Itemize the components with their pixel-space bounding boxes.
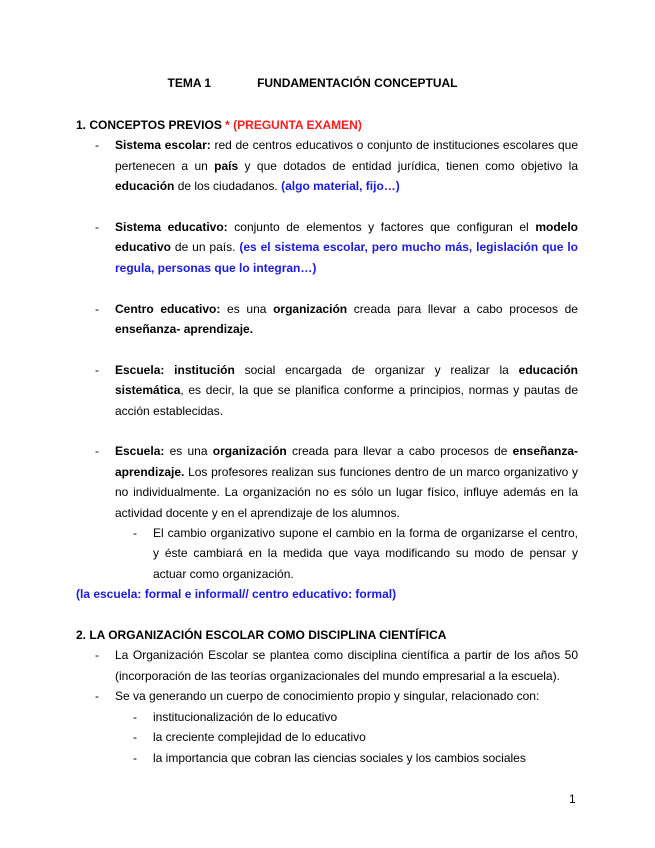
dash-bullet: - <box>95 301 99 316</box>
dash-bullet: - <box>95 220 99 235</box>
bullet-item <box>76 645 578 686</box>
bold-term: Centro educativo: <box>115 301 221 316</box>
body-text: de un país. <box>171 240 240 255</box>
bold-term: Escuela: <box>115 444 165 459</box>
concept-item <box>76 217 578 278</box>
bullet-text: Se va generando un cuerpo de conocimiento propio y singular, relacionado con: <box>115 689 540 704</box>
body-text: es una <box>220 301 274 316</box>
body-text: red de centros educativos o conjunto de instituciones escolares que pertenecen a un <box>115 138 579 173</box>
bold-term: educación sistemática <box>115 362 579 398</box>
body-text: creada para llevar a cabo procesos de <box>286 444 513 459</box>
dash-bullet: - <box>95 444 99 459</box>
bold-term: modelo educativo <box>115 220 578 255</box>
bullet-text: La Organización Escolar se plantea como disciplina científica a partir de los años 50 (incorporación de las teorías organizacionales del mundo empresarial a la escuela). <box>115 648 578 683</box>
document-title <box>0 76 655 90</box>
concept-item <box>76 135 578 196</box>
annotation-text: (es el sistema escolar, pero mucho más, legislación que lo regula, personas que lo integran…) <box>115 240 579 275</box>
body-text: de los ciudadanos. <box>174 179 282 194</box>
body-text: y que dotados de entidad jurídica, tienen como objetivo la <box>238 158 578 173</box>
sub-bullet <box>76 727 578 747</box>
sub-bullet <box>76 523 578 584</box>
section-1-heading-text: 1. CONCEPTOS PREVIOS <box>76 118 226 132</box>
bold-term: Sistema escolar: <box>115 138 211 153</box>
document-body <box>76 115 578 768</box>
dash-bullet: - <box>133 526 137 541</box>
bold-term: organización <box>212 444 287 459</box>
dash-bullet: - <box>133 730 137 745</box>
body-text: , es decir, la que se planifica conforme a principios, normas y pautas de acción establecidas. <box>115 383 578 418</box>
section-1-note: (la escuela: formal e informal// centro educativo: formal) <box>76 587 397 602</box>
body-text: social encargada de organizar y realizar la <box>234 362 519 377</box>
bold-term: organización <box>273 301 348 316</box>
dash-bullet: - <box>95 648 99 663</box>
body-text: creada para llevar a cabo procesos de <box>347 301 578 316</box>
tema-title: FUNDAMENTACIÓN CONCEPTUAL <box>257 76 458 90</box>
sub-bullet-text: la creciente complejidad de lo educativo <box>153 730 366 745</box>
bold-term: enseñanza-aprendizaje. <box>115 444 579 479</box>
annotation-text: (algo material, fijo…) <box>281 179 400 194</box>
sub-bullet-text: institucionalización de lo educativo <box>153 709 338 724</box>
body-text: conjunto de elementos y factores que configuran el <box>227 220 536 235</box>
bold-term: país <box>214 158 239 173</box>
exam-question-note: * (PREGUNTA EXAMEN) <box>225 118 362 132</box>
dash-bullet: - <box>95 689 99 704</box>
dash-bullet: - <box>133 709 137 724</box>
bold-term: educación <box>115 179 175 194</box>
dash-bullet: - <box>133 750 137 765</box>
bullet-item <box>76 686 578 706</box>
sub-bullet-text: la importancia que cobran las ciencias sociales y los cambios sociales <box>153 750 526 765</box>
concept-item <box>76 299 578 340</box>
sub-bullet <box>76 707 578 727</box>
page-number: 1 <box>569 792 576 806</box>
sub-bullet <box>76 748 578 768</box>
section-1-heading <box>76 115 578 135</box>
body-text: es una <box>164 444 213 459</box>
concept-item <box>76 360 578 421</box>
section-2-heading: 2. LA ORGANIZACIÓN ESCOLAR COMO DISCIPLINA CIENTÍFICA <box>76 628 447 643</box>
bold-term: Sistema educativo: <box>115 220 228 235</box>
concept-item <box>76 441 578 523</box>
dash-bullet: - <box>95 138 99 153</box>
tema-label: TEMA 1 <box>167 76 212 90</box>
bold-term: enseñanza- aprendizaje. <box>115 322 254 337</box>
body-text: Los profesores realizan sus funciones dentro de un marco organizativo y no individualmente. La organización no es sólo un lugar físico, influye además en la actividad docente y en el aprendizaje de los alumnos. <box>115 464 578 520</box>
dash-bullet: - <box>95 362 99 377</box>
sub-bullet-text: El cambio organizativo supone el cambio en la forma de organizarse el centro, y éste cambiará en la medida que vaya modificando su modo de pensar y actuar como organización. <box>153 526 578 581</box>
bold-term: Escuela: institución <box>115 362 235 377</box>
